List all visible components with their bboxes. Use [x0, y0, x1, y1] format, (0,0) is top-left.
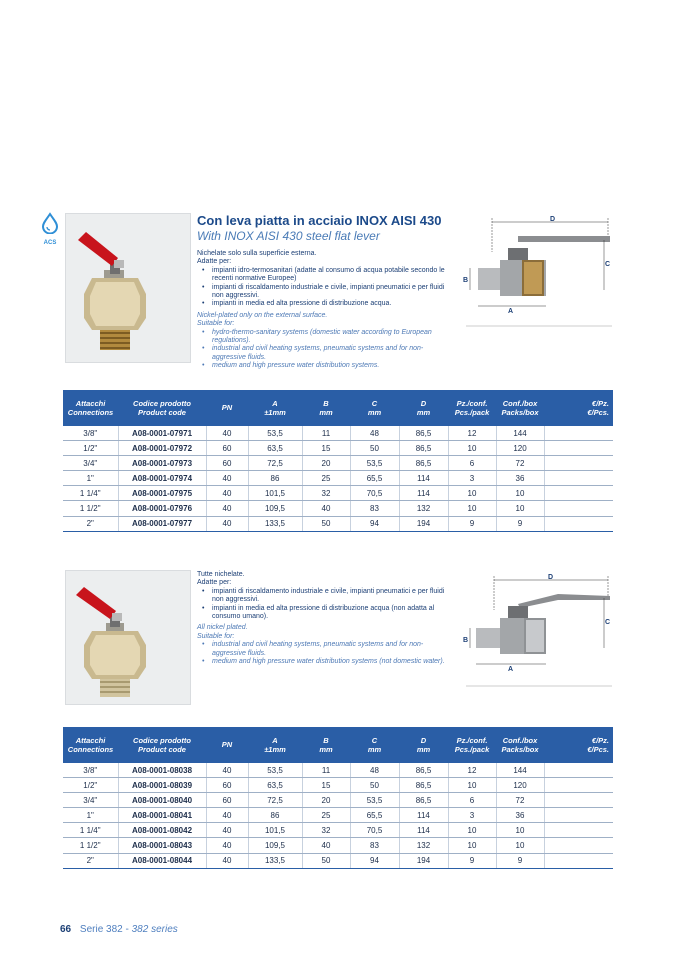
table-cell: 109,5 — [248, 838, 302, 853]
bullet-item: • medium and high pressure water distribution systems. — [212, 362, 452, 370]
col-pn: PN — [206, 727, 248, 763]
table-cell: A08-0001-08040 — [118, 793, 206, 808]
table-cell: 70,5 — [350, 486, 399, 501]
table-cell — [544, 501, 613, 516]
table-cell: 94 — [350, 853, 399, 868]
acs-badge — [38, 212, 62, 246]
table-row — [63, 501, 613, 516]
table-row — [63, 793, 613, 808]
technical-drawing-1 — [462, 212, 612, 337]
table-row — [63, 778, 613, 793]
table-cell: 11 — [302, 426, 350, 441]
table-cell: 144 — [496, 426, 544, 441]
table-cell — [544, 486, 613, 501]
table-cell: 9 — [496, 516, 544, 531]
series-label: Serie 382 — [79, 924, 123, 935]
table-cell: 11 — [302, 763, 350, 778]
table-cell: 10 — [448, 823, 496, 838]
section-1-description — [197, 250, 452, 371]
table-cell: 72 — [496, 793, 544, 808]
col-b: B mm — [302, 390, 350, 426]
table-cell: 50 — [350, 441, 399, 456]
table-cell — [544, 471, 613, 486]
table-cell: 3/8" — [63, 763, 118, 778]
col-packs-box: Conf./box Packs/box — [496, 727, 544, 763]
table-row — [63, 456, 613, 471]
table-cell: 10 — [496, 501, 544, 516]
table-cell: 10 — [448, 778, 496, 793]
section-1-subtitle: With INOX AISI 430 steel flat lever — [197, 229, 380, 243]
table-cell: 40 — [206, 486, 248, 501]
water-drop-icon — [39, 212, 61, 234]
table-cell: 1 1/4" — [63, 823, 118, 838]
col-c: C mm — [350, 390, 399, 426]
spec-table-1 — [63, 390, 613, 532]
table-cell: A08-0001-07973 — [118, 456, 206, 471]
table-cell: 48 — [350, 426, 399, 441]
table-cell — [544, 441, 613, 456]
col-connections: Attacchi Connections — [63, 727, 118, 763]
table-cell — [544, 838, 613, 853]
table-cell: 3/8" — [63, 426, 118, 441]
dim-a-label: A — [508, 666, 514, 673]
table-cell: 63,5 — [248, 778, 302, 793]
table-cell: 2" — [63, 516, 118, 531]
table-cell: 53,5 — [350, 793, 399, 808]
table-cell — [544, 808, 613, 823]
col-c: C mm — [350, 727, 399, 763]
series-separator: - — [125, 924, 129, 935]
technical-drawing-2 — [462, 570, 612, 695]
table-cell: 194 — [399, 516, 448, 531]
desc-line: Tutte nichelate. — [197, 571, 245, 578]
table-cell: A08-0001-08041 — [118, 808, 206, 823]
table-cell: 40 — [206, 501, 248, 516]
table-row — [63, 516, 613, 531]
table-cell: 3 — [448, 808, 496, 823]
desc-line: Adatte per: — [197, 579, 232, 587]
table-cell: 20 — [302, 456, 350, 471]
page-footer — [60, 924, 178, 935]
table-cell: 86,5 — [399, 456, 448, 471]
table-cell: A08-0001-08038 — [118, 763, 206, 778]
col-pn: PN — [206, 390, 248, 426]
spec-table-2 — [63, 727, 613, 869]
table-cell: 40 — [302, 501, 350, 516]
section-2-description — [197, 571, 452, 666]
bullet-item: • industrial and civil heating systems, pneumatic systems and for non-aggressive fluids. — [212, 345, 452, 362]
table-cell: A08-0001-08044 — [118, 853, 206, 868]
table-row — [63, 441, 613, 456]
table-cell — [544, 456, 613, 471]
table-cell: 6 — [448, 456, 496, 471]
table-cell: 25 — [302, 808, 350, 823]
table-row — [63, 471, 613, 486]
table-cell: 1" — [63, 808, 118, 823]
dim-c-label: C — [605, 619, 611, 626]
table-cell: 12 — [448, 763, 496, 778]
table-cell: 1" — [63, 471, 118, 486]
table-cell: A08-0001-08042 — [118, 823, 206, 838]
col-price: €/Pz. €/Pcs. — [544, 390, 613, 426]
section-1-title: Con leva piatta in acciaio INOX AISI 430 — [197, 213, 442, 228]
table-cell: 114 — [399, 486, 448, 501]
col-d: D mm — [399, 727, 448, 763]
table-cell: 86,5 — [399, 426, 448, 441]
bullet-item: • impianti di riscaldamento industriale e civile, impianti pneumatici e per fluidi non aggressivi. — [212, 284, 452, 301]
table-row — [63, 853, 613, 868]
table-cell: 114 — [399, 808, 448, 823]
table-cell: 32 — [302, 486, 350, 501]
table-cell: 9 — [496, 853, 544, 868]
table-cell: 32 — [302, 823, 350, 838]
table-row — [63, 838, 613, 853]
table-cell — [544, 793, 613, 808]
table-cell: 10 — [496, 838, 544, 853]
table-cell — [544, 516, 613, 531]
table-cell: 15 — [302, 778, 350, 793]
table-cell: 1/2" — [63, 441, 118, 456]
table-cell: 132 — [399, 501, 448, 516]
table-cell: 40 — [206, 471, 248, 486]
dim-a-label: A — [508, 308, 514, 315]
table-cell: 6 — [448, 793, 496, 808]
table-row — [63, 823, 613, 838]
table-row — [63, 808, 613, 823]
table-cell: 60 — [206, 456, 248, 471]
table-cell: 36 — [496, 471, 544, 486]
table-cell: 15 — [302, 441, 350, 456]
table-cell: 9 — [448, 516, 496, 531]
table-cell: 86,5 — [399, 778, 448, 793]
product-photo-2 — [65, 570, 191, 705]
col-d: D mm — [399, 390, 448, 426]
table-cell: 114 — [399, 471, 448, 486]
table-cell: 1 1/2" — [63, 838, 118, 853]
table-cell: A08-0001-07972 — [118, 441, 206, 456]
table-cell: 2" — [63, 853, 118, 868]
table-cell: 10 — [448, 486, 496, 501]
col-a: A ±1mm — [248, 727, 302, 763]
product-photo-1 — [65, 213, 191, 363]
col-price: €/Pz. €/Pcs. — [544, 727, 613, 763]
table-cell: 40 — [302, 838, 350, 853]
table-cell: 53,5 — [248, 426, 302, 441]
desc-line: Nichelate solo sulla superficie esterna. — [197, 250, 317, 257]
bullet-item: • impianti in media ed alta pressione di distribuzione acqua (non adatta al consumo umano). — [212, 605, 452, 622]
dim-b-label: B — [463, 637, 469, 644]
table-cell: 133,5 — [248, 853, 302, 868]
table-cell: 133,5 — [248, 516, 302, 531]
table-cell: 72,5 — [248, 793, 302, 808]
desc-line: Suitable for: — [197, 632, 235, 640]
table-cell: 40 — [206, 823, 248, 838]
col-a: A ±1mm — [248, 390, 302, 426]
dim-b-label: B — [463, 277, 469, 284]
table-cell: 3 — [448, 471, 496, 486]
table-cell: 10 — [448, 838, 496, 853]
table-row — [63, 486, 613, 501]
table-cell: 94 — [350, 516, 399, 531]
table-cell: 40 — [206, 853, 248, 868]
table-cell: A08-0001-07975 — [118, 486, 206, 501]
table-row — [63, 426, 613, 441]
table-cell: 20 — [302, 793, 350, 808]
table-cell: 72,5 — [248, 456, 302, 471]
table-cell: A08-0001-07976 — [118, 501, 206, 516]
dim-d-label: D — [548, 574, 554, 581]
desc-line: Adatte per: — [197, 258, 232, 266]
table-cell: 1 1/4" — [63, 486, 118, 501]
desc-line: Suitable for: — [197, 320, 235, 328]
col-pcs-pack: Pz./conf. Pcs./pack — [448, 390, 496, 426]
table-cell: A08-0001-08043 — [118, 838, 206, 853]
table-cell: 86,5 — [399, 441, 448, 456]
table-cell — [544, 426, 613, 441]
col-product-code: Codice prodotto Product code — [118, 727, 206, 763]
table-cell: 114 — [399, 823, 448, 838]
table-cell: 40 — [206, 426, 248, 441]
series-label-en: 382 series — [131, 924, 178, 935]
bullet-item: • impianti idro-termosanitari (adatte al consumo di acqua potabile secondo le recenti normative Europee) — [212, 267, 452, 284]
table-cell: 40 — [206, 516, 248, 531]
table-cell: 40 — [206, 838, 248, 853]
col-packs-box: Conf./box Packs/box — [496, 390, 544, 426]
table-cell: 86 — [248, 808, 302, 823]
col-pcs-pack: Pz./conf. Pcs./pack — [448, 727, 496, 763]
table-cell — [544, 763, 613, 778]
table-cell: A08-0001-08039 — [118, 778, 206, 793]
section-1-heading — [197, 213, 467, 244]
table-cell: 65,5 — [350, 471, 399, 486]
bullet-item: • medium and high pressure water distribution systems (not domestic water). — [212, 658, 452, 666]
table-cell: 120 — [496, 441, 544, 456]
table-cell: 25 — [302, 471, 350, 486]
table-cell: 109,5 — [248, 501, 302, 516]
table-cell: 60 — [206, 441, 248, 456]
table-cell: 132 — [399, 838, 448, 853]
table-cell: 36 — [496, 808, 544, 823]
table-cell — [544, 853, 613, 868]
table-cell: 70,5 — [350, 823, 399, 838]
table-cell: 120 — [496, 778, 544, 793]
table-cell: A08-0001-07971 — [118, 426, 206, 441]
table-cell: 3/4" — [63, 793, 118, 808]
table-cell: 101,5 — [248, 486, 302, 501]
table-cell: 63,5 — [248, 441, 302, 456]
table-cell: 10 — [448, 501, 496, 516]
desc-line: Nickel-plated only on the external surface. — [197, 311, 328, 319]
table-cell: 12 — [448, 426, 496, 441]
table-cell: 101,5 — [248, 823, 302, 838]
table-cell: 194 — [399, 853, 448, 868]
bullet-item: • impianti in media ed alta pressione di distribuzione acqua. — [212, 300, 452, 308]
table-cell — [544, 823, 613, 838]
table-cell: 53,5 — [350, 456, 399, 471]
table-cell: 10 — [496, 823, 544, 838]
bullet-item: • hydro-thermo-sanitary systems (domestic water according to European regulations). — [212, 329, 452, 346]
table-cell: A08-0001-07974 — [118, 471, 206, 486]
table-cell: 9 — [448, 853, 496, 868]
table-cell: 48 — [350, 763, 399, 778]
table-cell: 10 — [496, 486, 544, 501]
table-cell: 40 — [206, 808, 248, 823]
table-cell: 86,5 — [399, 793, 448, 808]
bullet-item: • impianti di riscaldamento industriale e civile, impianti pneumatici e per fluidi non aggressivi. — [212, 588, 452, 605]
col-product-code: Codice prodotto Product code — [118, 390, 206, 426]
table-row — [63, 763, 613, 778]
bullet-item: • industrial and civil heating systems, pneumatic systems and for non-aggressive fluids. — [212, 641, 452, 658]
page-number: 66 — [60, 924, 72, 935]
dim-c-label: C — [605, 261, 611, 268]
table-cell: 1 1/2" — [63, 501, 118, 516]
dim-d-label: D — [550, 216, 556, 223]
desc-line: All nickel plated. — [197, 624, 248, 632]
table-cell: 50 — [302, 516, 350, 531]
table-header-row — [63, 390, 613, 426]
table-cell: 1/2" — [63, 778, 118, 793]
table-cell: 3/4" — [63, 456, 118, 471]
table-cell: 144 — [496, 763, 544, 778]
table-cell: 65,5 — [350, 808, 399, 823]
table-cell: 60 — [206, 778, 248, 793]
table-cell: 60 — [206, 793, 248, 808]
table-cell: A08-0001-07977 — [118, 516, 206, 531]
acs-label: ACS — [43, 240, 57, 246]
col-b: B mm — [302, 727, 350, 763]
table-cell: 83 — [350, 838, 399, 853]
table-cell: 50 — [350, 778, 399, 793]
table-cell: 83 — [350, 501, 399, 516]
table-cell: 53,5 — [248, 763, 302, 778]
table-cell: 86,5 — [399, 763, 448, 778]
table-header-row — [63, 727, 613, 763]
table-cell — [544, 778, 613, 793]
table-cell: 72 — [496, 456, 544, 471]
table-cell: 40 — [206, 763, 248, 778]
table-cell: 10 — [448, 441, 496, 456]
table-cell: 86 — [248, 471, 302, 486]
col-connections: Attacchi Connections — [63, 390, 118, 426]
table-cell: 50 — [302, 853, 350, 868]
